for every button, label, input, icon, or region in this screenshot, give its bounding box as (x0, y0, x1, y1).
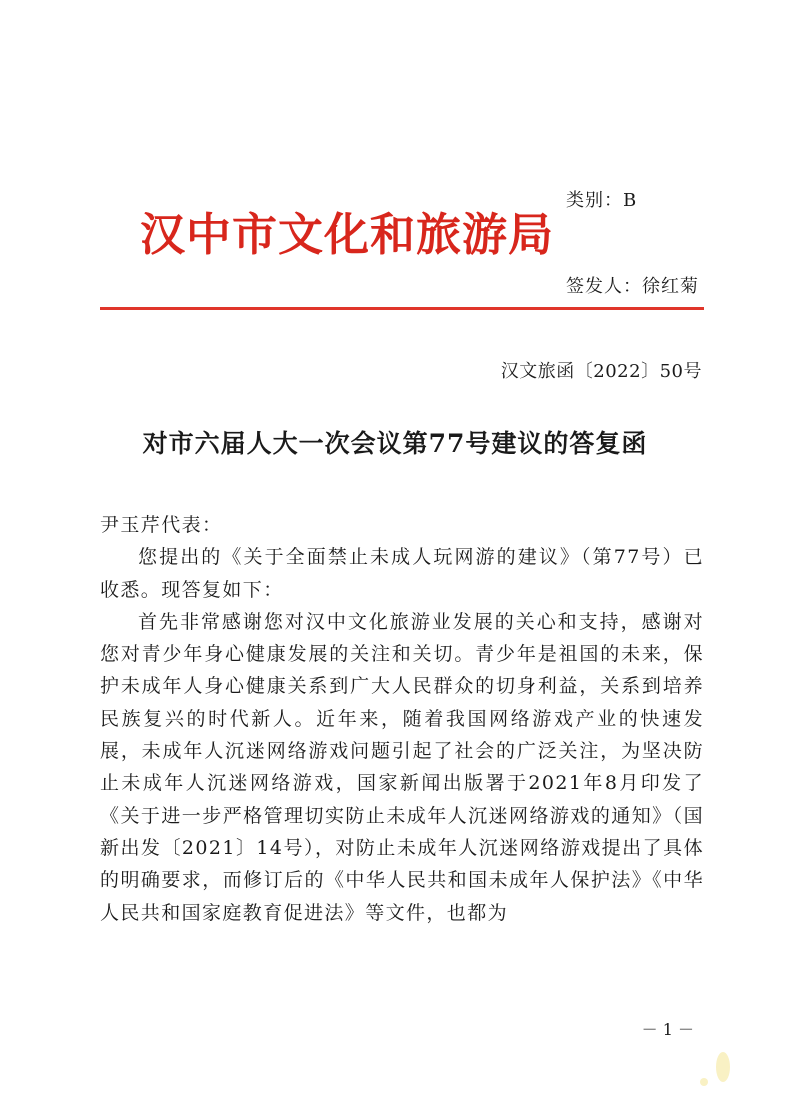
document-body (100, 509, 704, 929)
page-number: － 1 － (641, 1020, 694, 1039)
document-number: 汉文旅函〔2022〕50号 (500, 361, 702, 382)
body-paragraph: 您提出的《关于全面禁止未成人玩网游的建议》（第77号）已收悉。现答复如下： (100, 546, 704, 601)
document-title: 对市六届人大一次会议第77号建议的答复函 (142, 429, 648, 458)
issuer-label: 签发人：徐红菊 (566, 276, 699, 297)
body-paragraph: 首先非常感谢您对汉中文化旅游业发展的关心和支持，感谢对您对青少年身心健康发展的关注和关切。青少年是祖国的未来，保护未成年人身心健康关系到广大人民群众的切身利益，关系到培养民族复兴的时代新人。近年来，随着我国网络游戏产业的快速发展，未成年人沉迷网络游戏问题引起了社会的广泛关注，为坚决防止未成年人沉迷网络游戏，国家新闻出版署于2021年8月印发了《关于进一步严格管理切实防止未成年人沉迷网络游戏的通知》（国新出发〔2021〕14号），对防止未成年人沉迷网络游戏提出了具体的明确要求，而修订后的《中华人民共和国未成年人保护法》《中华人民共和国家庭教育促进法》等文件，也都为 (100, 610, 704, 924)
scan-artifact (716, 1052, 730, 1082)
scan-artifact (700, 1078, 708, 1086)
salutation: 尹玉芹代表： (100, 514, 223, 536)
organization-header: 汉中市文化和旅游局 (140, 208, 555, 261)
category-label: 类别：B (566, 190, 638, 211)
red-divider-rule (100, 307, 704, 310)
